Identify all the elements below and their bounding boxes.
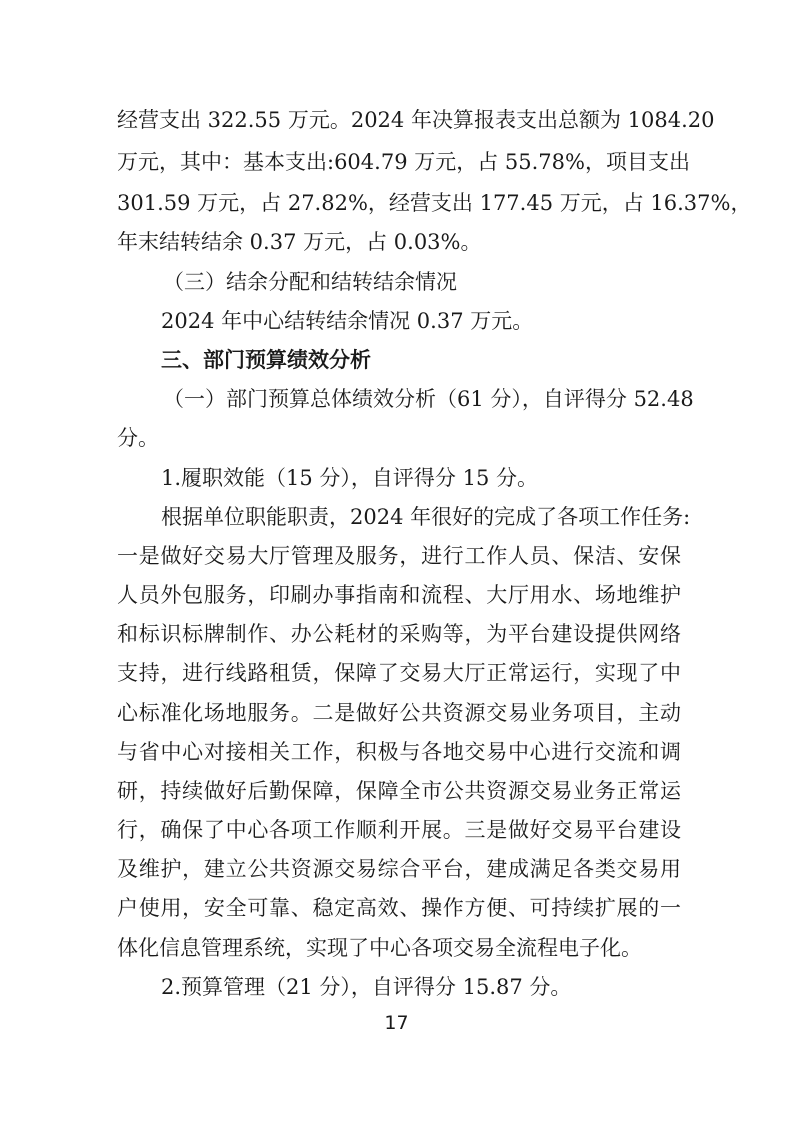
paragraph-line: 一是做好交易大厅管理及服务，进行工作人员、保洁、安保 bbox=[117, 544, 681, 568]
paragraph-line: 支持，进行线路租赁，保障了交易大厅正常运行，实现了中 bbox=[117, 661, 681, 685]
paragraph-line: 户使用，安全可靠、稳定高效、操作方便、可持续扩展的一 bbox=[117, 896, 681, 920]
paragraph-line: 年末结转结余 0.37 万元，占 0.03%。 bbox=[117, 230, 482, 254]
paragraph-line: 体化信息管理系统，实现了中心各项交易全流程电子化。 bbox=[117, 936, 642, 960]
paragraph-line: 心标准化场地服务。二是做好公共资源交易业务项目，主动 bbox=[117, 701, 681, 725]
paragraph-line: 301.59 万元，占 27.82%，经营支出 177.45 万元，占 16.37%， bbox=[117, 191, 752, 215]
paragraph-line: 万元，其中：基本支出:604.79 万元，占 55.78%，项目支出 bbox=[117, 150, 690, 174]
subsection-heading: （三）结余分配和结转结余情况 bbox=[163, 270, 457, 294]
paragraph-line: 及维护，建立公共资源交易综合平台，建成满足各类交易用 bbox=[117, 857, 681, 881]
paragraph-line: 与省中心对接相关工作，积极与各地交易中心进行交流和调 bbox=[117, 740, 681, 764]
paragraph-line: 行，确保了中心各项工作顺利开展。三是做好交易平台建设 bbox=[117, 818, 681, 842]
paragraph-line: 和标识标牌制作、办公耗材的采购等，为平台建设提供网络 bbox=[117, 622, 681, 646]
subsection-heading: （一）部门预算总体绩效分析（61 分），自评得分 52.48 bbox=[163, 387, 694, 411]
paragraph-line: 根据单位职能职责，2024 年很好的完成了各项工作任务: bbox=[161, 505, 691, 529]
paragraph-line: 2024 年中心结转结余情况 0.37 万元。 bbox=[161, 309, 534, 333]
paragraph-line: 研，持续做好后勤保障，保障全市公共资源交易业务正常运 bbox=[117, 779, 681, 803]
item-heading: 1.履职效能（15 分），自评得分 15 分。 bbox=[161, 466, 539, 490]
paragraph-line: 人员外包服务，印刷办事指南和流程、大厅用水、场地维护 bbox=[117, 583, 681, 607]
section-heading: 三、部门预算绩效分析 bbox=[161, 348, 371, 372]
item-heading: 2.预算管理（21 分），自评得分 15.87 分。 bbox=[161, 975, 572, 999]
page-number: 17 bbox=[384, 1012, 409, 1034]
paragraph-line: 经营支出 322.55 万元。2024 年决算报表支出总额为 1084.20 bbox=[117, 108, 715, 132]
subsection-heading: 分。 bbox=[117, 426, 159, 450]
